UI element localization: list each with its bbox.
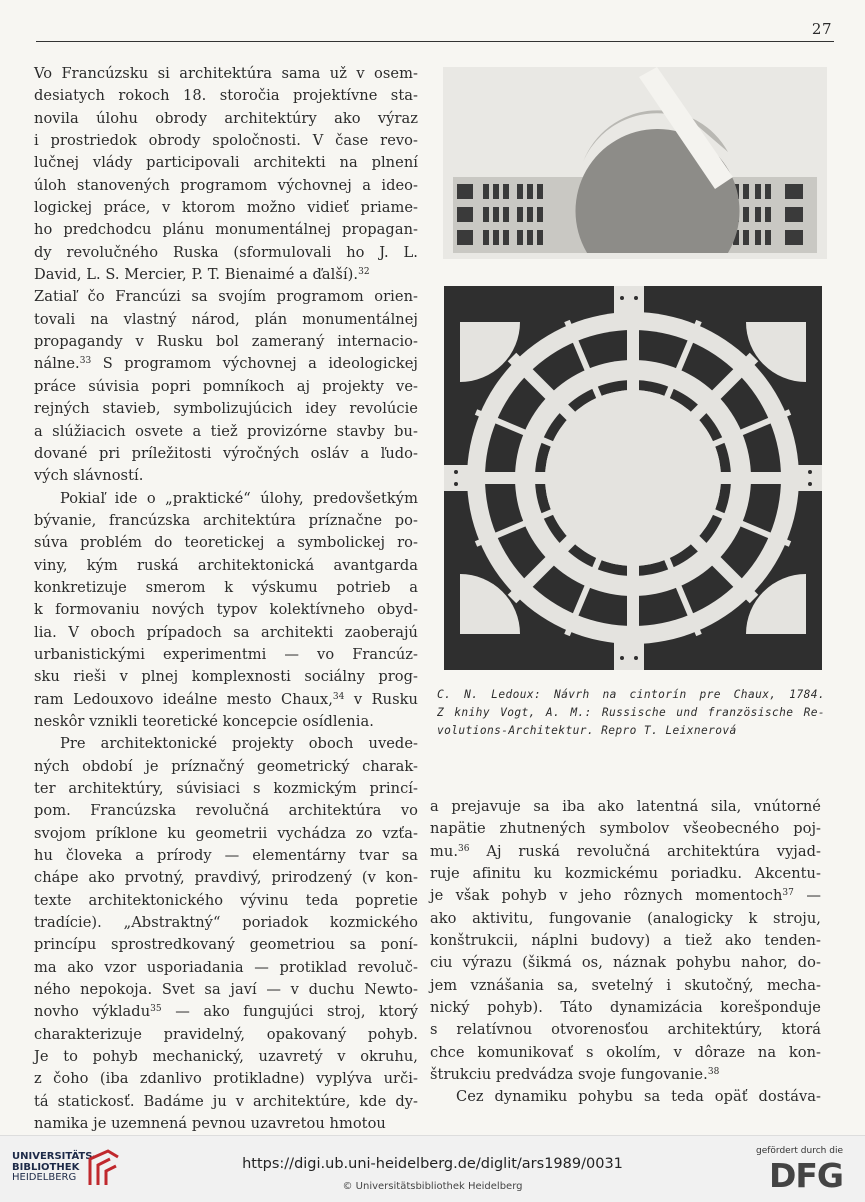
text-line: desiatych rokoch 18. storočia projektívne sta- xyxy=(34,87,418,105)
text-segment: novho výkladu xyxy=(34,1003,151,1021)
text-line: princípu sprostredkovaný geometriou sa poní- xyxy=(34,936,418,954)
text-line: novila úlohu obrody architektúry ako výraz xyxy=(34,109,418,127)
text-line: tradície). „Abstraktný“ poriadok kozmického xyxy=(34,914,418,932)
text-line: s relatívnou otvorenosťou architektúry, ktorá xyxy=(430,1021,821,1039)
footnote-ref: 33 xyxy=(79,356,92,367)
text-line: dované pri príležitosti výročných osláv a ľudo- xyxy=(34,444,418,462)
text-segment: je však pohyb v jeho rôznych momentoch xyxy=(430,887,783,905)
footnote-ref: 34 xyxy=(332,691,345,702)
figure-elevation-image xyxy=(443,67,827,259)
text-line: dy revolučného Ruska (sformulovali ho J. L. xyxy=(34,243,418,261)
text-line: vých slávností. xyxy=(34,467,144,485)
footnote-ref: 38 xyxy=(707,1067,720,1078)
text-line: charakterizuje pravidelný, opakovaný pohyb. xyxy=(34,1025,418,1043)
paragraph-3 xyxy=(34,733,418,1135)
text-line: Pre architektonické projekty oboch uvede- xyxy=(60,735,418,753)
footnote-ref: 37 xyxy=(782,888,794,899)
text-line: texte architektonického vývinu teda popretie xyxy=(34,891,418,909)
text-line: viny, kým ruská architektonická avantgarda xyxy=(34,556,418,574)
footnote-ref: 35 xyxy=(150,1004,162,1015)
elevation-drawing xyxy=(443,67,827,259)
text-segment: — xyxy=(793,887,821,905)
viewer-footer xyxy=(0,1135,865,1202)
funder-note: gefördert durch die xyxy=(756,1146,843,1156)
caption-line: volutions-Architektur. Repro T. Leixnerová xyxy=(437,724,737,738)
text-line: konkretizuje smerom k výskumu potrieb a xyxy=(34,578,418,596)
figure-plan-image xyxy=(444,286,822,670)
text-line: a slúžiacich osvete a tiež provizórne stavby bu- xyxy=(34,422,418,440)
text-line: z čoho (iba zdanlivo protikladne) vyplýva urči- xyxy=(34,1070,418,1088)
right-column xyxy=(430,796,821,1109)
header-rule xyxy=(36,41,834,42)
paragraph-1 xyxy=(34,63,418,488)
text-line: ruje afinitu ku kozmickému poriadku. Akcentu- xyxy=(430,865,821,883)
text-line: lučnej vlády participovali architekti na plnení xyxy=(34,154,418,172)
text-line xyxy=(34,264,418,286)
footnote-ref: 32 xyxy=(358,267,370,278)
text-line: tá statickosť. Badáme ju v architektúre, kde dy- xyxy=(34,1092,418,1110)
text-line: konštrukcii, náplni budovy) a tiež ako tenden- xyxy=(430,932,821,950)
text-line: ma ako vzor usporiadania — protiklad revoluč- xyxy=(34,958,418,976)
text-line: úloh stanovených programom výchovnej a ideo- xyxy=(34,176,418,194)
text-line: tovali na vlastný národ, plán monumentálnej xyxy=(34,310,418,328)
library-name-line: UNIVERSITÄTS- xyxy=(12,1151,97,1162)
text-segment: v Rusku xyxy=(344,690,418,708)
text-segment: nálne. xyxy=(34,355,80,373)
text-segment: Aj ruská revolučná architektúra vyjad- xyxy=(469,842,821,860)
text-line: rejných stavieb, symbolizujúcich idey revolúcie xyxy=(34,400,418,418)
text-segment: S programom výchovnej a ideologickej xyxy=(91,355,418,373)
paragraph-5 xyxy=(430,1086,821,1108)
text-line: Zatiaľ čo Francúzi sa svojím programom orien- xyxy=(34,288,418,306)
text-line: urbanistickými experimentmi — vo Francúz- xyxy=(34,645,418,663)
figure-caption xyxy=(437,686,825,741)
paragraph-2 xyxy=(34,488,418,734)
text-line xyxy=(34,1001,418,1023)
text-line: neskôr vznikli teoretické koncepcie osídlenia. xyxy=(34,712,374,730)
text-line: Je to pohyb mechanický, uzavretý v okruhu, xyxy=(34,1048,418,1066)
permalink-url[interactable]: https://digi.ub.uni-heidelberg.de/diglit/ars1989/0031 xyxy=(242,1156,623,1172)
text-line xyxy=(430,841,821,863)
library-name-line: BIBLIOTHEK xyxy=(12,1161,80,1173)
text-line: ako aktivitu, fungovanie (analogicky k stroju, xyxy=(430,909,821,927)
text-line: propagandy v Rusku bol zameraný internacio- xyxy=(34,333,418,351)
footnote-ref: 36 xyxy=(458,843,470,854)
text-line xyxy=(34,689,418,711)
copyright-text: © Universitätsbibliothek Heidelberg xyxy=(342,1181,523,1192)
text-line: i prostriedok obrody spoločnosti. V čase revo- xyxy=(34,132,418,150)
left-column xyxy=(34,63,418,1136)
text-line: hu človeka a prírody — elementárny tvar sa xyxy=(34,847,418,865)
text-line: a prejavuje sa iba ako latentná sila, vnútorné xyxy=(430,798,821,815)
text-line: lia. V oboch prípadoch sa architekti zaoberajú xyxy=(34,623,418,641)
text-line: Cez dynamiku pohybu sa teda opäť dostáva- xyxy=(456,1088,821,1106)
text-segment: štrukciu predvádza svoje fungovanie. xyxy=(430,1066,708,1084)
ledoux-cemetery-figure xyxy=(443,67,827,670)
text-line: k formovaniu nových typov kolektívneho obyd- xyxy=(34,601,418,619)
text-line: ných období je príznačný geometrický charak- xyxy=(34,757,418,775)
text-line: Vo Francúzsku si architektúra sama už v osem- xyxy=(34,65,418,82)
text-line: práce súvisia popri pomníkoch aj projekty ve- xyxy=(34,377,418,395)
text-line xyxy=(430,1064,821,1086)
text-line: ter architektúry, súvisiaci s kozmickým princí- xyxy=(34,780,418,797)
text-line: sku rieši v plnej komplexnosti sociálny prog- xyxy=(34,668,418,686)
plan-drawing xyxy=(444,286,822,670)
text-line: logickej práce, v ktorom možno vidieť priame- xyxy=(34,199,418,217)
text-line: bývanie, francúzska architektúra príznačne po- xyxy=(34,511,418,529)
text-line: ného nepokoja. Svet sa javí — v duchu Newto- xyxy=(34,981,418,999)
text-line: ho predchodcu plánu monumentálnej propagan- xyxy=(34,221,418,239)
text-segment: mu. xyxy=(430,842,459,860)
text-segment: David, L. S. Mercier, P. T. Bienaimé a ďalší). xyxy=(34,266,359,284)
text-line xyxy=(34,353,418,375)
text-segment: ram Ledouxovo ideálne mesto Chaux, xyxy=(34,690,333,708)
text-line: pom. Francúzska revolučná architektúra vo xyxy=(34,802,418,820)
text-line: jem vznášania sa, svetelný i skutočný, mecha- xyxy=(430,976,821,994)
text-line: ciu výrazu (šikmá os, náznak pohybu nahor, do- xyxy=(430,954,821,972)
library-name-line: HEIDELBERG xyxy=(12,1172,77,1183)
paragraph-4 xyxy=(430,796,821,1086)
caption-line: Z knihy Vogt, A. M.: Russische und französische Re- xyxy=(437,706,825,720)
page-number: 27 xyxy=(811,20,832,38)
text-line: napätie zhutnených symbolov všeobecného poj- xyxy=(430,820,821,838)
text-line: svojom príklone ku geometrii vychádza zo vzťa- xyxy=(34,824,418,842)
text-line: chce komunikovať s okolím, v dôraze na kon- xyxy=(430,1043,821,1061)
text-line: súva problém do teoretickej a symbolickej ro- xyxy=(34,534,418,552)
text-line: nický pohyb). Táto dynamizácia korešponduje xyxy=(430,999,821,1017)
text-line: namika je uzemnená pevnou uzavretou hmotou xyxy=(34,1115,386,1133)
text-line: Pokiaľ ide o „praktické“ úlohy, predovšetkým xyxy=(60,489,418,507)
dfg-logo[interactable]: DFG xyxy=(768,1156,843,1195)
text-line: chápe ako prvotný, pravdivý, prirodzený (v kon- xyxy=(34,869,418,887)
caption-line: C. N. Ledoux: Návrh na cintorín pre Chaux, 1784. xyxy=(437,688,825,701)
text-line xyxy=(430,885,821,907)
text-segment: — ako fungujúci stroj, ktorý xyxy=(161,1003,418,1021)
